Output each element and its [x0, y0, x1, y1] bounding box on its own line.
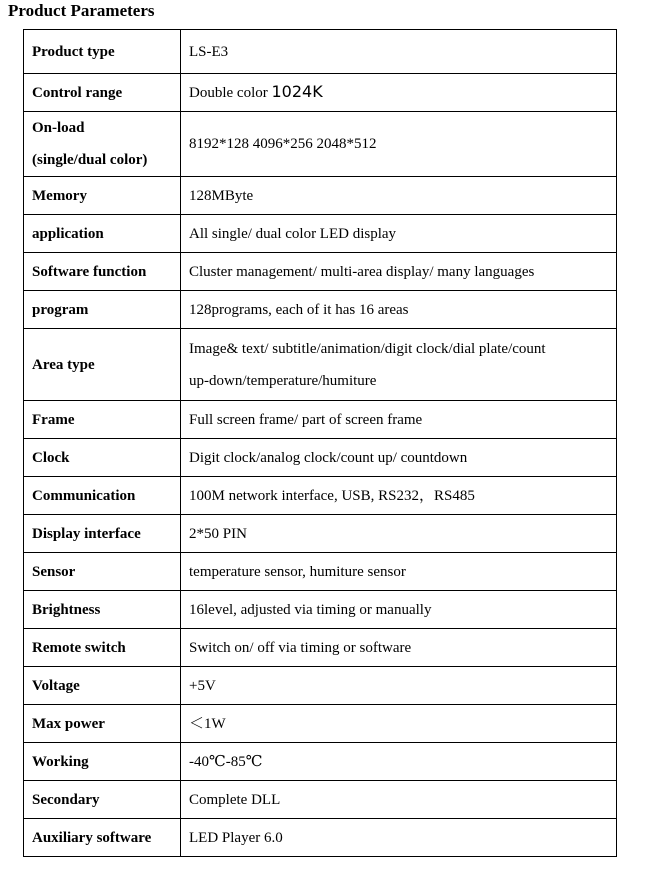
row-value: All single/ dual color LED display — [181, 215, 617, 253]
row-label: Brightness — [24, 591, 181, 629]
row-value-line1: Image& text/ subtitle/animation/digit clock/dial plate/count — [189, 340, 546, 357]
page-title: Product Parameters — [8, 1, 155, 20]
row-label: Working — [24, 743, 181, 781]
row-value-text: Double color — [189, 85, 272, 101]
table-row — [24, 667, 617, 705]
table-row — [24, 477, 617, 515]
row-value: Switch on/ off via timing or software — [181, 629, 617, 667]
row-label: Product type — [24, 30, 181, 74]
row-label: Remote switch — [24, 629, 181, 667]
row-value: 8192*128 4096*256 2048*512 — [181, 112, 617, 177]
row-value: Full screen frame/ part of screen frame — [181, 401, 617, 439]
row-value: LED Player 6.0 — [181, 819, 617, 857]
table-row — [24, 112, 617, 177]
table-row — [24, 30, 617, 74]
row-value: +5V — [181, 667, 617, 705]
table-row — [24, 401, 617, 439]
row-value-line2: up-down/temperature/humiture — [189, 372, 377, 389]
row-label: Frame — [24, 401, 181, 439]
table-row — [24, 215, 617, 253]
row-label: Auxiliary software — [24, 819, 181, 857]
row-label: program — [24, 291, 181, 329]
row-value: Cluster management/ multi-area display/ many languages — [181, 253, 617, 291]
row-label: Control range — [24, 74, 181, 112]
row-value: temperature sensor, humiture sensor — [181, 553, 617, 591]
row-value: 2*50 PIN — [181, 515, 617, 553]
row-label: Voltage — [24, 667, 181, 705]
table-row — [24, 629, 617, 667]
table-row — [24, 515, 617, 553]
row-value: 128programs, each of it has 16 areas — [181, 291, 617, 329]
row-value: -40℃-85℃ — [181, 743, 617, 781]
table-row — [24, 819, 617, 857]
table-row — [24, 329, 617, 401]
table-row — [24, 705, 617, 743]
row-label-line2: (single/dual color) — [32, 152, 148, 168]
row-label: Memory — [24, 177, 181, 215]
table-row — [24, 781, 617, 819]
table-row — [24, 291, 617, 329]
row-label: Max power — [24, 705, 181, 743]
row-value: LS-E3 — [181, 30, 617, 74]
table-row — [24, 591, 617, 629]
row-value-suffix: 1024K — [271, 82, 323, 101]
table-row — [24, 743, 617, 781]
row-label: Display interface — [24, 515, 181, 553]
table-row — [24, 74, 617, 112]
row-value — [181, 329, 617, 401]
row-label: Software function — [24, 253, 181, 291]
row-value: 128MByte — [181, 177, 617, 215]
row-value — [181, 74, 617, 112]
table-row — [24, 439, 617, 477]
row-value: ＜1W — [181, 705, 617, 743]
row-label: Area type — [24, 329, 181, 401]
row-value: 100M network interface, USB, RS232，RS485 — [181, 477, 617, 515]
table-row — [24, 177, 617, 215]
row-label-line1: On-load — [32, 120, 85, 136]
row-label: Sensor — [24, 553, 181, 591]
row-value: Digit clock/analog clock/count up/ countdown — [181, 439, 617, 477]
row-label — [24, 112, 181, 177]
row-label: Communication — [24, 477, 181, 515]
table-row — [24, 553, 617, 591]
table-row — [24, 253, 617, 291]
row-value: Complete DLL — [181, 781, 617, 819]
row-label: Clock — [24, 439, 181, 477]
row-value: 16level, adjusted via timing or manually — [181, 591, 617, 629]
row-label: application — [24, 215, 181, 253]
parameters-table — [23, 29, 617, 857]
row-label: Secondary — [24, 781, 181, 819]
